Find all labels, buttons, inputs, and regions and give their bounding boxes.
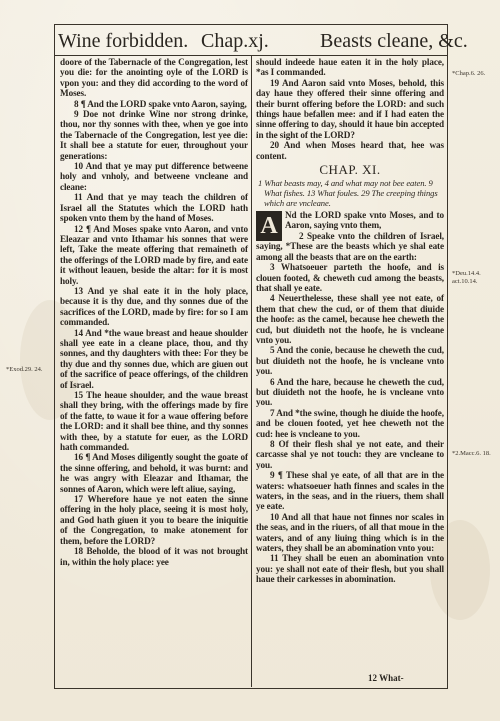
verse: 10 And that ye may put difference betweene holy and vnholy, and betweene vncleane and cleane: bbox=[60, 161, 248, 192]
left-column bbox=[60, 57, 248, 567]
verse: 2 Speake vnto the children of Israel, saying, *These are the beasts which ye shal eate among all the beasts that are on the earth: bbox=[256, 230, 444, 262]
verse: 5 And the conie, because he cheweth the cud, but diuideth not the hoofe, he is vncleane vnto you. bbox=[256, 345, 444, 377]
verse: 6 And the hare, because he cheweth the cud, but diuideth not the hoofe, he is vncleane vnto you. bbox=[256, 376, 444, 408]
verse: 7 And *the swine, though he diuide the hoofe, and be clouen footed, yet hee cheweth not the cud: hee is vncleane to you. bbox=[256, 407, 444, 439]
verse: 20 And when Moses heard that, hee was content. bbox=[256, 140, 444, 161]
verse: 9 Doe not drinke Wine nor strong drinke, thou, nor thy sonnes with thee, when ye goe into the Tabernacle of the Congregation, lest yee die: It shall bee a statute for euer, throughout your generations: bbox=[60, 109, 248, 161]
verse: 16 ¶ And Moses diligently sought the goate of the sinne offering, and behold, it was burnt: and he was angry with Eleazar and Ithamar, the sonnes of Aaron, which were left aliue, saying, bbox=[60, 452, 248, 494]
verse: 17 Wherefore haue ye not eaten the sinne offering in the holy place, seeing it is most holy, and God hath giuen it you to beare the iniquitie of the Congregation, to make atonement for them, before the LORD? bbox=[60, 494, 248, 546]
verse: 14 And *the waue breast and heaue shoulder shall yee eate in a cleane place, thou, and thy sonnes, and thy daughters with thee: For they be thy due and thy sonnes due, which are giuen out of the sacrifice of peace offerings, of the children of Israel. bbox=[60, 327, 248, 390]
margin-note-exod: *Exod.29. 24. bbox=[6, 366, 43, 373]
chapter-summary: 1 What beasts may, 4 and what may not bee eaten. 9 What fishes. 13 What foules. 29 The creeping things which are vncleane. bbox=[258, 178, 438, 209]
chapter-title: CHAP. XI. bbox=[319, 162, 381, 178]
catchword: 12 What- bbox=[368, 673, 404, 683]
verse: 19 And Aaron said vnto Moses, behold, this day haue they offered their sinne offering and their burnt offering before the LORD: and such things haue befallen mee: and if I had eaten the sinne offering to day, should it haue bin accepted in the sight of the LORD? bbox=[256, 77, 444, 140]
running-head-right: Beasts cleane, &c. bbox=[320, 30, 468, 52]
verse: Nd the LORD spake vnto Moses, and to Aaron, saying vnto them, bbox=[285, 210, 444, 231]
verse: doore of the Tabernacle of the Congregation, lest you die: for the anointing oyle of the LORD is vpon you: and they did according to the word of Moses. bbox=[60, 57, 248, 99]
chapter-opening bbox=[256, 210, 444, 240]
running-head-chapter: Chap.xj. bbox=[201, 30, 269, 52]
verse: 8 ¶ And the LORD spake vnto Aaron, saying, bbox=[74, 98, 247, 109]
running-head-left: Wine forbidden. bbox=[58, 30, 189, 52]
margin-note-deut: *Deu.14.4. act.10.14. bbox=[452, 270, 481, 285]
verse: 11 They shall be euen an abomination vnto you: ye shall not eate of their flesh, but you shall haue their carkesses in abomination. bbox=[256, 553, 444, 585]
verse: 13 And ye shal eate it in the holy place, because it is thy due, and thy sonnes due of the sacrifices of the LORD, made by fire: for so I am commanded. bbox=[60, 285, 248, 328]
column-rule bbox=[251, 56, 252, 687]
margin-note-chap: *Chap.6. 26. bbox=[452, 70, 486, 77]
verse: 15 The heaue shoulder, and the waue breast shall they bring, with the offerings made by fire of the fatte, to waue it for a waue offering before the LORD: and it shall bee thine, and thy sonnes with thee, by a statute for euer, as the LORD hath commanded. bbox=[60, 390, 248, 453]
verse: 3 Whatsoeuer parteth the hoofe, and is clouen footed, & cheweth cud among the beasts, that shall ye eate. bbox=[256, 262, 444, 293]
verse: 18 Beholde, the blood of it was not brought in, within the holy place: yee bbox=[60, 546, 248, 567]
verse: should indeede haue eaten it in the holy place, *as I commanded. bbox=[256, 57, 444, 78]
margin-note-mac: *2.Macc.6. 18. bbox=[452, 450, 491, 457]
verse: 4 Neuerthelesse, these shall yee not eate, of them that chew the cud, or of them that diuide the hoofe: as the camel, because hee cheweth the cud, but diuideth not the hoofe, he is vncleane vnto you. bbox=[256, 293, 444, 345]
verse: 8 Of their flesh shal ye not eate, and their carcasse shal ye not touch: they are vncleane to you. bbox=[256, 439, 444, 470]
verse: 10 And all that haue not finnes nor scales in the seas, and in the riuers, of all that moue in the waters, and of any liuing thing which is in the waters, they shall be an abomination vnto you: bbox=[256, 511, 444, 554]
verse: 9 ¶ These shal ye eate, of all that are in the waters: whatsoeuer hath finnes and scales in the waters, in the seas, and in the riuers, them shall ye eate. bbox=[256, 470, 444, 512]
right-column bbox=[256, 57, 444, 585]
drop-cap: A bbox=[256, 211, 282, 241]
verse: 12 ¶ And Moses spake vnto Aaron, and vnto Eleazar and vnto Ithamar his sonnes that were left, Take the meate offering that remaineth of the offerings of the LORD made by fire, and eate it without leauen, beside the altar: for it is most holy. bbox=[60, 223, 248, 286]
verse: 11 And that ye may teach the children of Israel all the Statutes which the LORD hath spoken vnto them by the hand of Moses. bbox=[60, 192, 248, 224]
